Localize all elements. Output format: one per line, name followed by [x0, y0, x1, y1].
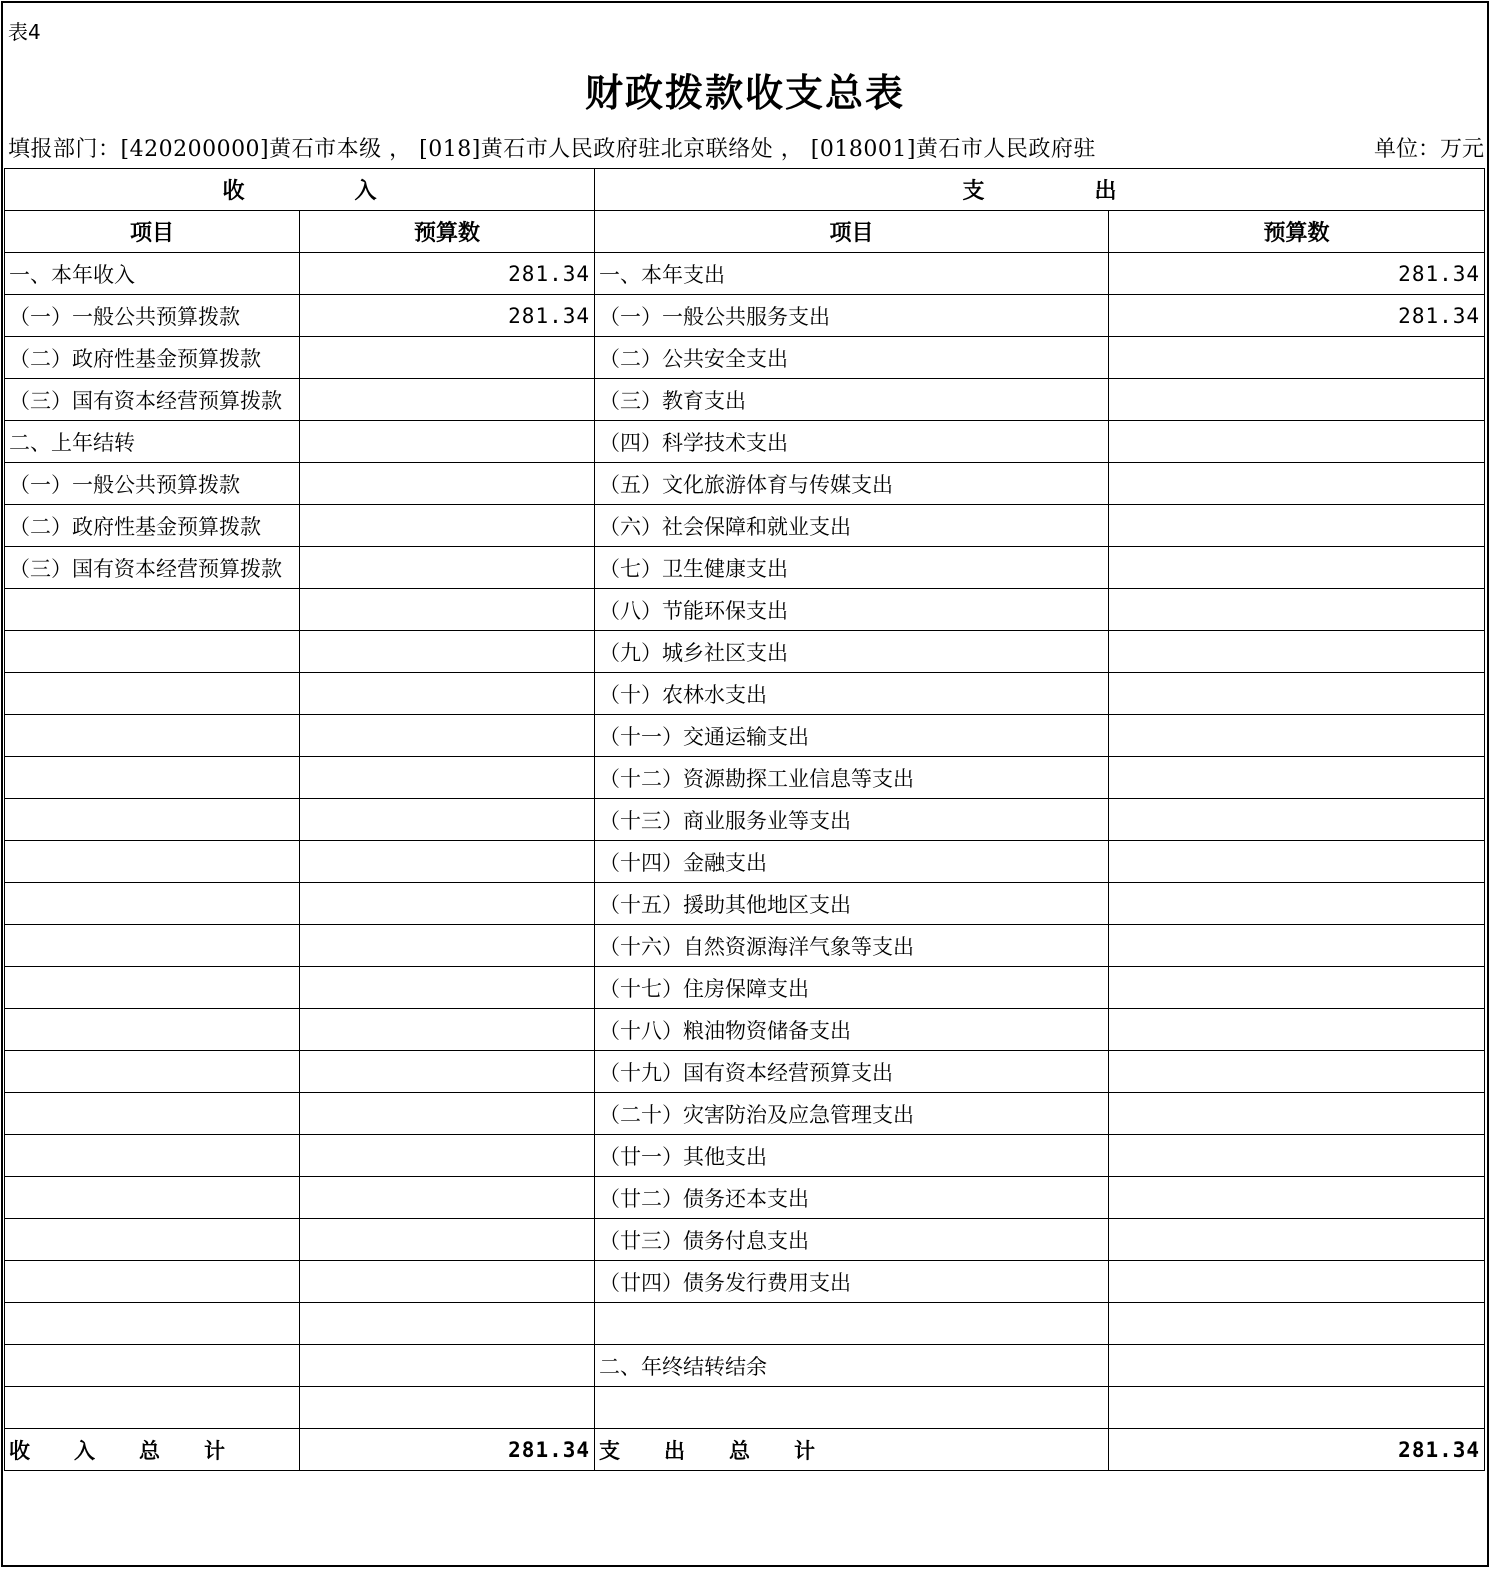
income-item-cell [5, 1345, 300, 1387]
expense-item-cell: （一）一般公共服务支出 [595, 295, 1109, 337]
total-label-char: 总 [729, 1437, 751, 1463]
income-item-cell: 二、上年结转 [5, 421, 300, 463]
expense-budget-cell [1109, 1219, 1485, 1261]
income-budget-cell [300, 547, 595, 589]
unit-label: 单位：万元 [1373, 137, 1484, 162]
expense-budget-cell [1109, 379, 1485, 421]
table-row [5, 253, 1485, 295]
table-row [5, 799, 1485, 841]
table-row [5, 1051, 1485, 1093]
income-budget-cell [300, 925, 595, 967]
expense-budget-cell [1109, 1261, 1485, 1303]
page-title: 财政拨款收支总表 [584, 70, 905, 115]
income-section-header: 收 入 [5, 169, 595, 211]
income-budget-cell [300, 673, 595, 715]
table-row [5, 841, 1485, 883]
table-row [5, 757, 1485, 799]
table-row [5, 421, 1485, 463]
expense-budget-cell [1109, 925, 1485, 967]
table-row [5, 1303, 1485, 1345]
expense-budget-cell [1109, 463, 1485, 505]
table-row [5, 925, 1485, 967]
expense-budget-cell [1109, 1177, 1485, 1219]
expense-item-cell: （十八）粮油物资储备支出 [595, 1009, 1109, 1051]
income-budget-cell [300, 799, 595, 841]
total-label-char: 计 [204, 1437, 225, 1463]
income-budget-cell [300, 1009, 595, 1051]
income-item-cell [5, 883, 300, 925]
expense-item-cell: （五）文化旅游体育与传媒支出 [595, 463, 1109, 505]
income-item-cell [5, 799, 300, 841]
expense-item-cell: （十三）商业服务业等支出 [595, 799, 1109, 841]
expense-total-label-chars [599, 1435, 1104, 1465]
table-body [5, 253, 1485, 1429]
table-row [5, 589, 1485, 631]
income-total-label-chars [9, 1435, 295, 1465]
total-row [5, 1429, 1485, 1471]
expense-budget-cell [1109, 631, 1485, 673]
expense-item-cell: （十五）援助其他地区支出 [595, 883, 1109, 925]
income-item-cell [5, 1303, 300, 1345]
income-item-cell: （二）政府性基金预算拨款 [5, 505, 300, 547]
income-budget-cell [300, 883, 595, 925]
income-item-cell: （三）国有资本经营预算拨款 [5, 379, 300, 421]
expense-item-cell: （廿三）债务付息支出 [595, 1219, 1109, 1261]
income-budget-cell [300, 379, 595, 421]
income-item-cell [5, 841, 300, 883]
income-budget-cell [300, 1177, 595, 1219]
expense-budget-cell [1109, 1093, 1485, 1135]
income-item-cell: （一）一般公共预算拨款 [5, 463, 300, 505]
expense-budget-cell [1109, 799, 1485, 841]
income-budget-cell [300, 1219, 595, 1261]
reporting-department: 填报部门：[420200000]黄石市本级 ， [018]黄石市人民政府驻北京联络处 ， [018001]黄石市人民政府驻 [8, 137, 1096, 162]
expense-budget-cell [1109, 1345, 1485, 1387]
income-item-cell [5, 1261, 300, 1303]
income-budget-cell [300, 1345, 595, 1387]
income-budget-cell [300, 463, 595, 505]
expense-budget-cell [1109, 1051, 1485, 1093]
budget-summary-table [4, 168, 1485, 1471]
expense-budget-cell [1109, 337, 1485, 379]
expense-total-value: 281.34 [1109, 1429, 1485, 1471]
table-row [5, 1135, 1485, 1177]
income-budget-cell [300, 421, 595, 463]
income-budget-header: 预算数 [300, 211, 595, 253]
table-row [5, 505, 1485, 547]
expense-item-cell [595, 1303, 1109, 1345]
income-budget-cell [300, 967, 595, 1009]
total-label-char: 支 [599, 1437, 621, 1463]
total-label-char: 总 [139, 1437, 160, 1463]
expense-budget-cell: 281.34 [1109, 253, 1485, 295]
expense-item-cell: （十二）资源勘探工业信息等支出 [595, 757, 1109, 799]
table-row [5, 631, 1485, 673]
income-budget-cell [300, 1387, 595, 1429]
table-row [5, 337, 1485, 379]
expense-budget-cell [1109, 421, 1485, 463]
table-row [5, 673, 1485, 715]
income-item-cell [5, 1051, 300, 1093]
expense-total-label [595, 1429, 1109, 1471]
expense-budget-cell [1109, 841, 1485, 883]
expense-item-cell: （十一）交通运输支出 [595, 715, 1109, 757]
income-total-label [5, 1429, 300, 1471]
expense-budget-cell [1109, 673, 1485, 715]
expense-item-cell: （四）科学技术支出 [595, 421, 1109, 463]
section-header-row [5, 169, 1485, 211]
table-row [5, 883, 1485, 925]
income-item-cell [5, 1387, 300, 1429]
expense-item-cell: （十六）自然资源海洋气象等支出 [595, 925, 1109, 967]
table-row [5, 379, 1485, 421]
income-item-cell [5, 673, 300, 715]
income-budget-cell [300, 589, 595, 631]
expense-item-cell: 一、本年支出 [595, 253, 1109, 295]
income-total-value: 281.34 [300, 1429, 595, 1471]
expense-item-cell: （廿一）其他支出 [595, 1135, 1109, 1177]
income-budget-cell [300, 1135, 595, 1177]
income-budget-cell [300, 631, 595, 673]
expense-item-cell: （廿四）债务发行费用支出 [595, 1261, 1109, 1303]
expense-budget-cell [1109, 967, 1485, 1009]
expense-budget-cell: 281.34 [1109, 295, 1485, 337]
income-item-cell [5, 925, 300, 967]
expense-item-cell: 二、年终结转结余 [595, 1345, 1109, 1387]
expense-budget-cell [1109, 547, 1485, 589]
table-row [5, 1219, 1485, 1261]
income-budget-cell [300, 1093, 595, 1135]
expense-item-cell: （十）农林水支出 [595, 673, 1109, 715]
income-item-cell [5, 967, 300, 1009]
expense-item-cell: （七）卫生健康支出 [595, 547, 1109, 589]
table-row [5, 547, 1485, 589]
income-item-cell [5, 1093, 300, 1135]
income-budget-cell [300, 1303, 595, 1345]
table-row [5, 1009, 1485, 1051]
expense-budget-header: 预算数 [1109, 211, 1485, 253]
income-budget-cell [300, 1261, 595, 1303]
expense-budget-cell [1109, 589, 1485, 631]
column-header-row [5, 211, 1485, 253]
income-budget-cell [300, 757, 595, 799]
table-number: 表4 [8, 20, 41, 44]
table-row [5, 463, 1485, 505]
total-label-char: 出 [664, 1437, 686, 1463]
income-item-cell [5, 757, 300, 799]
income-item-header: 项目 [5, 211, 300, 253]
income-budget-cell [300, 505, 595, 547]
expense-budget-cell [1109, 715, 1485, 757]
expense-item-cell: （十九）国有资本经营预算支出 [595, 1051, 1109, 1093]
table-row [5, 1387, 1485, 1429]
table-row [5, 1093, 1485, 1135]
expense-budget-cell [1109, 757, 1485, 799]
expense-budget-cell [1109, 1387, 1485, 1429]
expense-item-cell: （八）节能环保支出 [595, 589, 1109, 631]
income-item-cell: （三）国有资本经营预算拨款 [5, 547, 300, 589]
expense-item-header: 项目 [595, 211, 1109, 253]
income-budget-cell [300, 841, 595, 883]
expense-item-cell: （九）城乡社区支出 [595, 631, 1109, 673]
expense-item-cell: （六）社会保障和就业支出 [595, 505, 1109, 547]
income-budget-cell [300, 1051, 595, 1093]
income-item-cell: 一、本年收入 [5, 253, 300, 295]
table-row [5, 967, 1485, 1009]
expense-item-cell: （二十）灾害防治及应急管理支出 [595, 1093, 1109, 1135]
income-item-cell [5, 589, 300, 631]
expense-budget-cell [1109, 883, 1485, 925]
income-item-cell [5, 1009, 300, 1051]
expense-budget-cell [1109, 505, 1485, 547]
table-row [5, 1177, 1485, 1219]
income-item-cell [5, 1219, 300, 1261]
income-item-cell: （一）一般公共预算拨款 [5, 295, 300, 337]
expense-item-cell [595, 1387, 1109, 1429]
total-label-char: 收 [9, 1437, 30, 1463]
income-item-cell [5, 1177, 300, 1219]
table-row [5, 1345, 1485, 1387]
expense-budget-cell [1109, 1303, 1485, 1345]
income-item-cell [5, 631, 300, 673]
income-item-cell: （二）政府性基金预算拨款 [5, 337, 300, 379]
expense-budget-cell [1109, 1135, 1485, 1177]
total-label-char: 入 [74, 1437, 95, 1463]
income-budget-cell [300, 715, 595, 757]
total-label-char: 计 [794, 1437, 816, 1463]
table-row [5, 1261, 1485, 1303]
expense-item-cell: （十四）金融支出 [595, 841, 1109, 883]
expense-budget-cell [1109, 1009, 1485, 1051]
income-item-cell [5, 715, 300, 757]
expense-section-header: 支 出 [595, 169, 1485, 211]
expense-item-cell: （廿二）债务还本支出 [595, 1177, 1109, 1219]
income-budget-cell [300, 337, 595, 379]
income-budget-cell: 281.34 [300, 253, 595, 295]
expense-item-cell: （三）教育支出 [595, 379, 1109, 421]
expense-item-cell: （二）公共安全支出 [595, 337, 1109, 379]
expense-item-cell: （十七）住房保障支出 [595, 967, 1109, 1009]
income-item-cell [5, 1135, 300, 1177]
table-row [5, 295, 1485, 337]
income-budget-cell: 281.34 [300, 295, 595, 337]
table-row [5, 715, 1485, 757]
